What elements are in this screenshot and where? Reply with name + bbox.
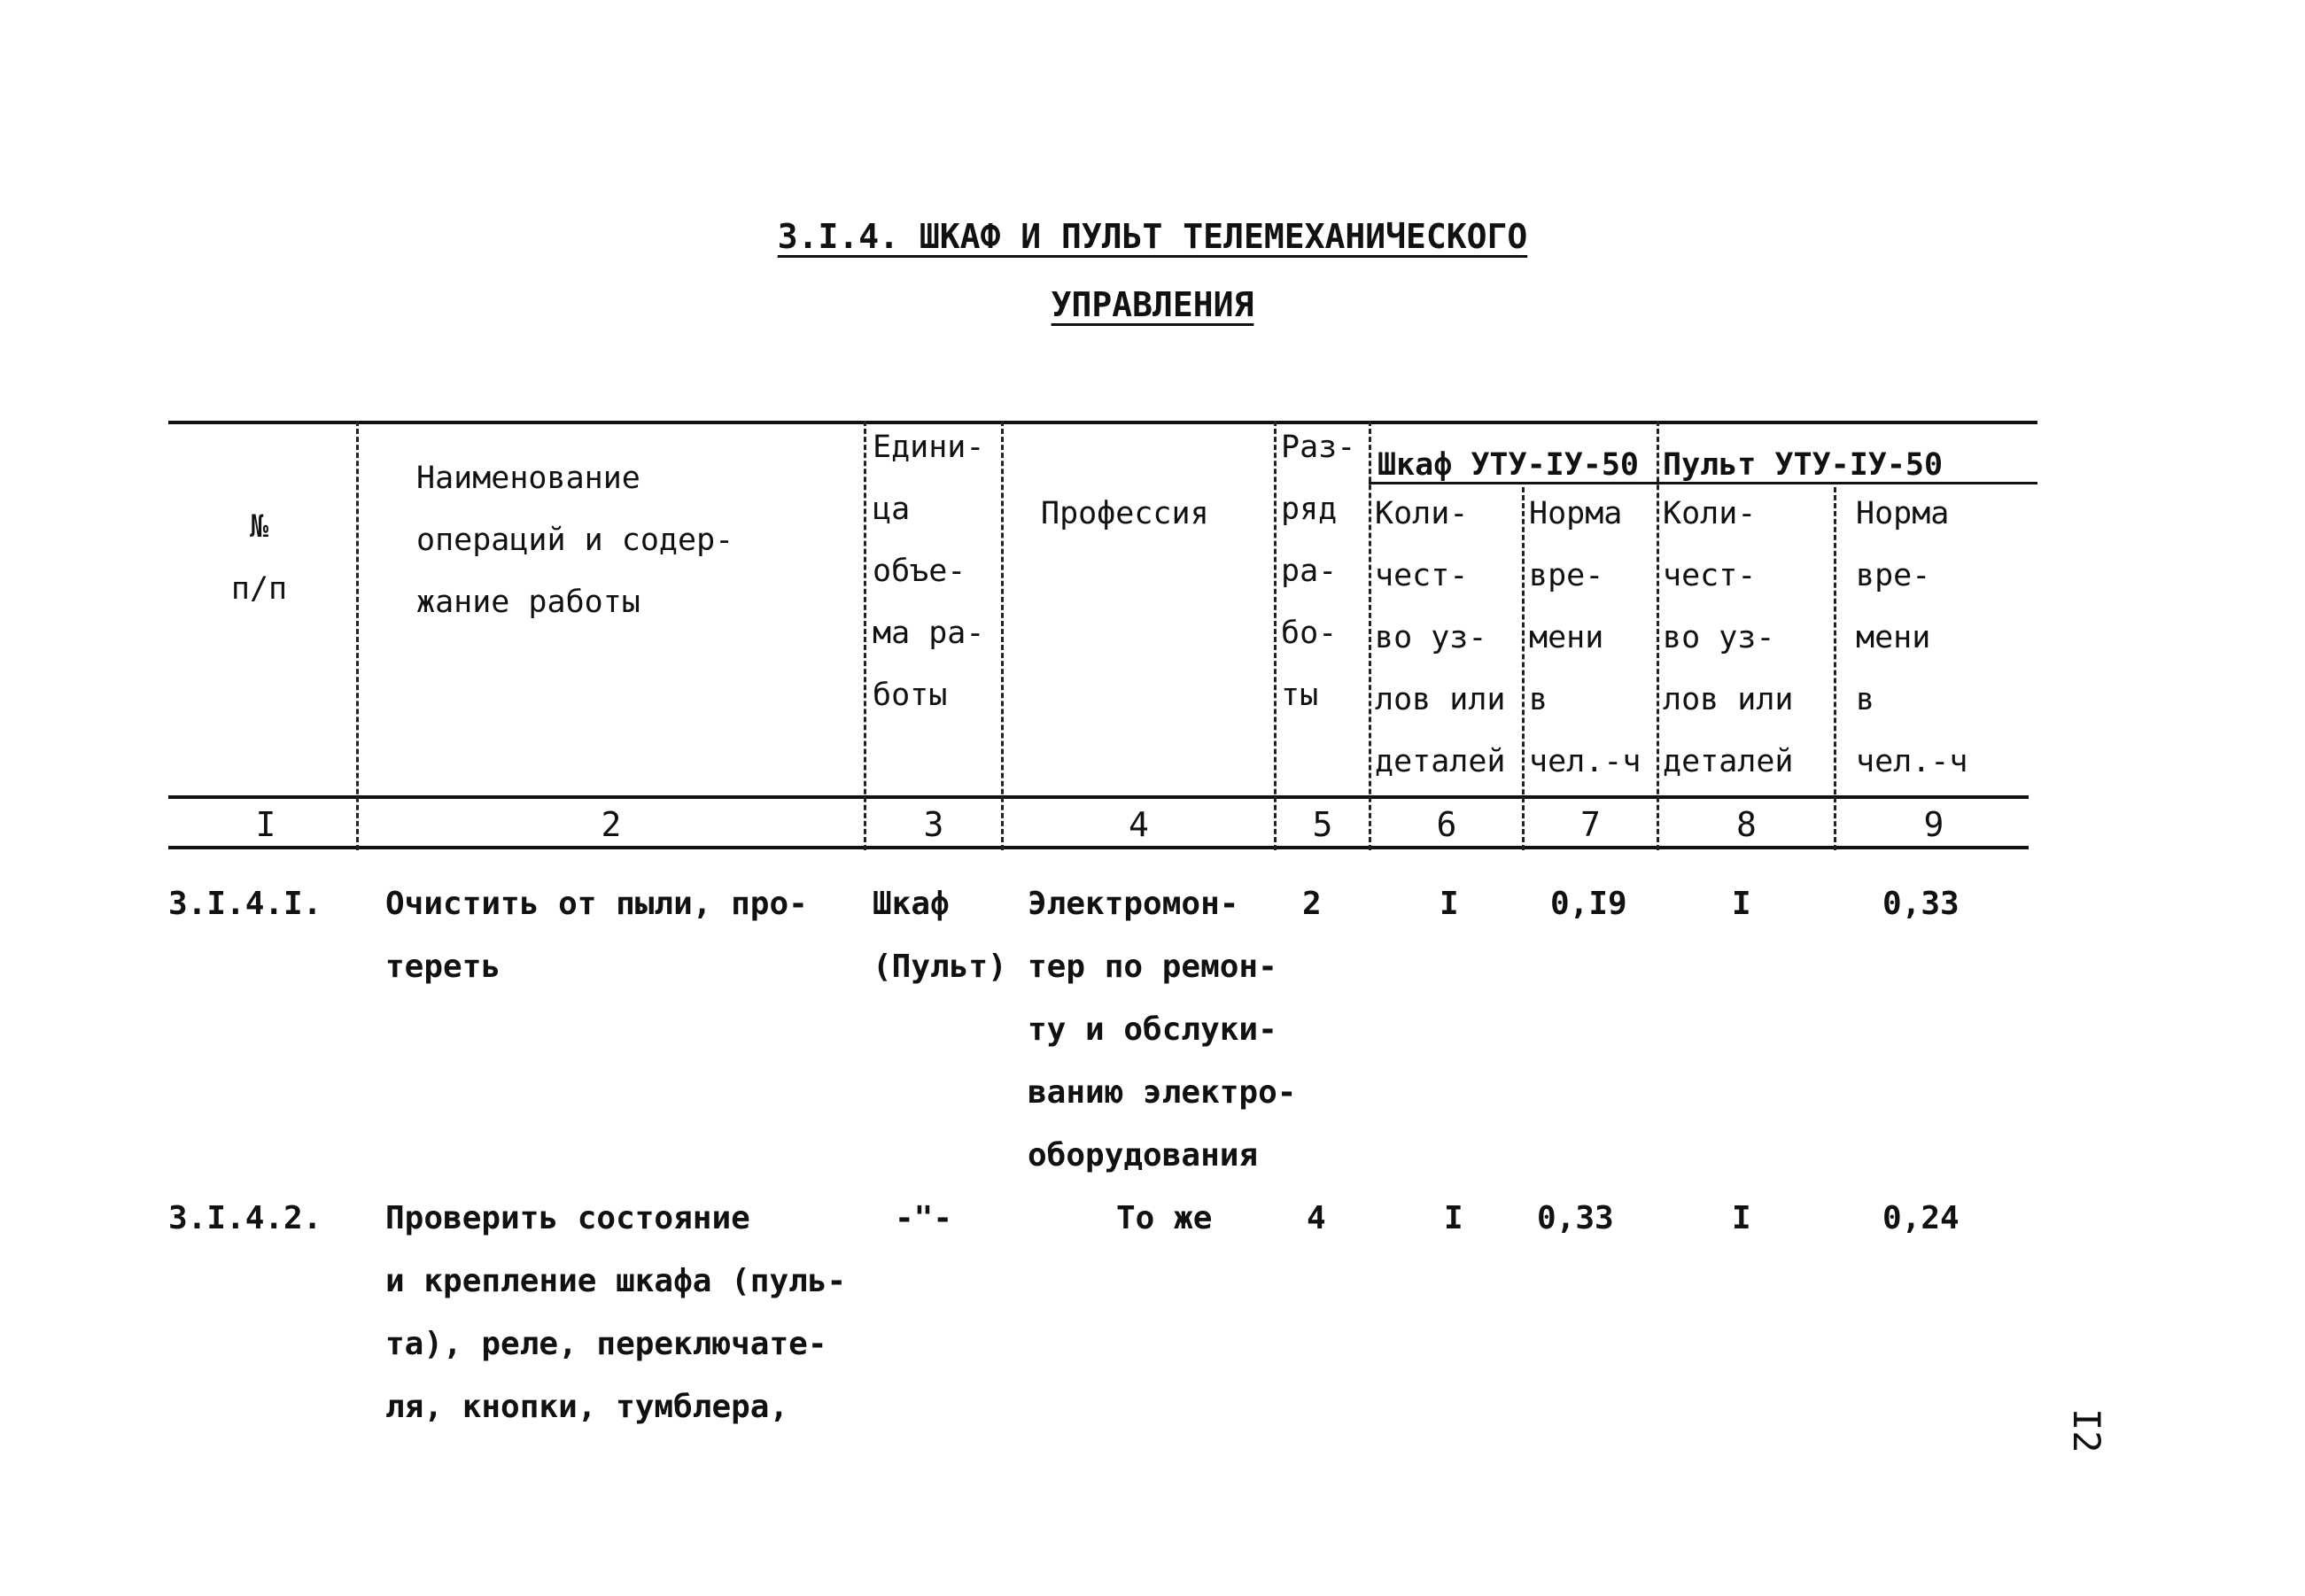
unit-of-work: -"-: [895, 1200, 953, 1236]
column-number: 6: [1436, 805, 1457, 844]
section-title: 3.I.4. ШКАФ И ПУЛЬТ ТЕЛЕМЕХАНИЧЕСКОГО: [777, 217, 1528, 256]
header-grade: Раз- ряд ра- бо- ты: [1281, 430, 1356, 713]
shkaf-quantity: I: [1440, 886, 1459, 922]
column-number: 9: [1923, 805, 1944, 844]
table-top-rule: [168, 421, 2037, 424]
column-number: 8: [1736, 805, 1757, 844]
header-bottom-rule: [168, 795, 2029, 799]
column-number: 2: [601, 805, 622, 844]
column-separator: [1274, 421, 1277, 850]
operation-name: Проверить состояние и крепление шкафа (пуль- та), реле, переключате- ля, кнопки, тумблера,: [385, 1200, 847, 1425]
operation-name: Очистить от пыли, про- тереть: [385, 886, 808, 985]
column-separator: [1834, 487, 1836, 850]
header-unit: Едини- ца объе- ма ра- боты: [873, 430, 985, 713]
header-pult-quantity: Коли- чест- во уз- лов или деталей: [1663, 496, 1794, 779]
header-shkaf-quantity: Коли- чест- во уз- лов или деталей: [1375, 496, 1506, 779]
header-number: № п/п: [230, 509, 288, 607]
column-number: 4: [1129, 805, 1149, 844]
header-shkaf-norm: Норма вре- мени в чел.-ч: [1529, 496, 1641, 779]
column-number: 3: [923, 805, 944, 844]
profession: То же: [1116, 1200, 1213, 1236]
shkaf-norm: 0,I9: [1550, 886, 1627, 922]
header-group-pult: Пульт УТУ-IУ-50: [1663, 447, 1944, 483]
column-number: 7: [1580, 805, 1601, 844]
header-profession: Профессия: [1041, 496, 1209, 531]
column-number: I: [255, 805, 276, 844]
column-separator: [356, 421, 359, 850]
section-title-continuation: УПРАВЛЕНИЯ: [1051, 285, 1254, 324]
shkaf-quantity: I: [1444, 1200, 1463, 1236]
row-number: 3.I.4.I.: [168, 886, 322, 922]
page-number: I2: [2065, 1408, 2108, 1453]
profession: Электромон- тер по ремон- ту и обслуки- ванию электро- оборудования: [1028, 886, 1297, 1174]
header-operation-name: Наименование операций и содер- жание работы: [416, 461, 734, 620]
column-separator: [1001, 421, 1004, 850]
column-separator: [864, 421, 866, 850]
row-number: 3.I.4.2.: [168, 1200, 322, 1236]
pult-quantity: I: [1732, 1200, 1751, 1236]
pult-norm: 0,33: [1882, 886, 1960, 922]
pult-quantity: I: [1732, 886, 1751, 922]
header-pult-norm: Норма вре- мени в чел.-ч: [1856, 496, 1968, 779]
grade: 4: [1307, 1200, 1326, 1236]
unit-of-work: Шкаф (Пульт): [873, 886, 1007, 985]
column-number: 5: [1312, 805, 1333, 844]
pult-norm: 0,24: [1882, 1200, 1960, 1236]
grade: 2: [1302, 886, 1322, 922]
header-group-shkaf: Шкаф УТУ-IУ-50: [1378, 447, 1640, 483]
shkaf-norm: 0,33: [1537, 1200, 1614, 1236]
